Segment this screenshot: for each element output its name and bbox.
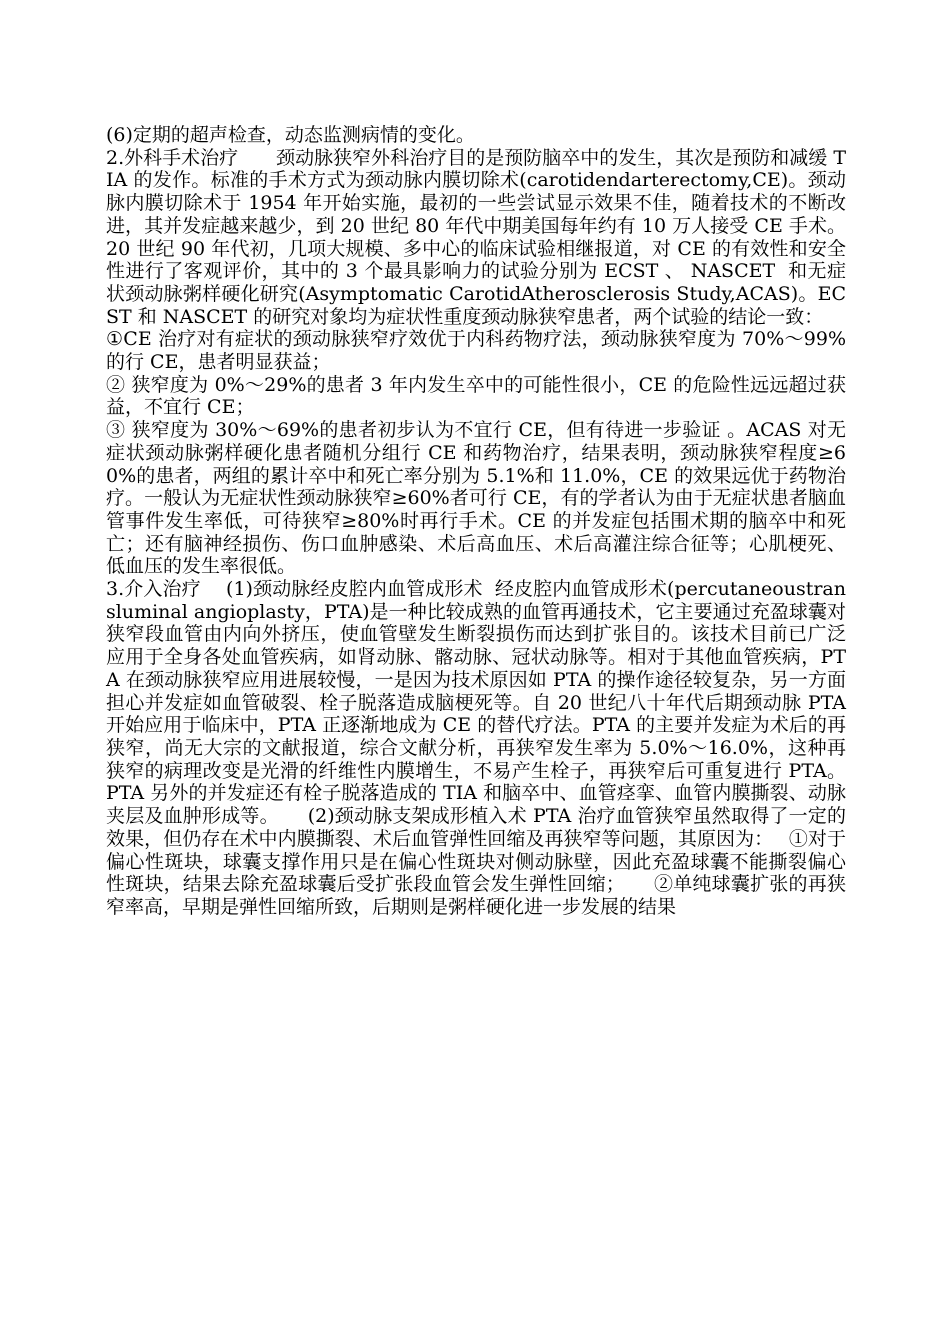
document-body bbox=[106, 124, 853, 919]
paragraph-interventional-treatment: 3.介入治疗 (1)颈动脉经皮腔内血管成形术 经皮腔内血管成形术(percutaneoustransluminal angioplasty，PTA)是一种比较成熟的血管再通技术，它主要通过充盈球囊对狭窄段血管由内向外挤压，使血管壁发生断裂损伤而达到扩张目的。该技术目前已广泛应用于全身各处血管疾病，如肾动脉、髂动脉、冠状动脉等。相对于其他血管疾病，PTA 在颈动脉狭窄应用进展较慢，一是因为技术原因如 PTA 的操作途径较复杂，另一方面担心并发症如血管破裂、栓子脱落造成脑梗死等。自 20 世纪八十年代后期颈动脉 PTA 开始应用于临床中，PTA 正逐渐地成为 CE 的替代疗法。PTA 的主要并发症为术后的再狭窄，尚无大宗的文献报道，综合文献分析，再狭窄发生率为 5.0%～16.0%，这种再狭窄的病理改变是光滑的纤维性内膜增生，不易产生栓子，再狭窄后可重复进行 PTA。PTA 另外的并发症还有栓子脱落造成的 TIA 和脑卒中、血管痉挛、血管内膜撕裂、动脉夹层及血肿形成等。 (2)颈动脉支架成形植入术 PTA 治疗血管狭窄虽然取得了一定的效果，但仍存在术中内膜撕裂、术后血管弹性回缩及再狭窄等问题，其原因为： ①对于偏心性斑块，球囊支撑作用只是在偏心性斑块对侧动脉壁，因此充盈球囊不能撕裂偏心性斑块，结果去除充盈球囊后受扩张段血管会发生弹性回缩； ②单纯球囊扩张的再狭窄率高，早期是弹性回缩所致，后期则是粥样硬化进一步发展的结果 bbox=[106, 578, 853, 918]
paragraph-conclusion-2: ② 狭窄度为 0%～29%的患者 3 年内发生卒中的可能性很小，CE 的危险性远远超过获益，不宜行 CE； bbox=[106, 373, 846, 419]
paragraph-regular-checkup: (6)定期的超声检查，动态监测病情的变化。 bbox=[106, 124, 475, 146]
paragraph-conclusion-3: ③ 狭窄度为 30%～69%的患者初步认为不宜行 CE，但有待进一步验证 。ACAS 对无症状颈动脉粥样硬化患者随机分组行 CE 和药物治疗，结果表明，颈动脉狭窄程度≥60%的患者，两组的累计卒中和死亡率分别为 5.1%和 11.0%，CE 的效果远优于药物治疗。一般认为无症状性颈动脉狭窄≥60%者可行 CE，有的学者认为由于无症状患者脑血管事件发生率低，可待狭窄≥80%时再行手术。CE 的并发症包括围术期的脑卒中和死亡；还有脑神经损伤、伤口血肿感染、术后高血压、术后高灌注综合征等；心肌梗死、低血压的发生率很低。 bbox=[106, 419, 846, 578]
paragraph-surgical-treatment: 2.外科手术治疗 颈动脉狭窄外科治疗目的是预防脑卒中的发生，其次是预防和减缓 TIA 的发作。标准的手术方式为颈动脉内膜切除术(carotidendarterectomy,CE)。颈动脉内膜切除术于 1954 年开始实施，最初的一些尝试显示效果不佳，随着技术的不断改进，其并发症越来越少，到 20 世纪 80 年代中期美国每年约有 10 万人接受 CE 手术。20 世纪 90 年代初，几项大规模、多中心的临床试验相继报道，对 CE 的有效性和安全性进行了客观评价，其中的 3 个最具影响力的试验分别为 ECST 、 NASCET 和无症状颈动脉粥样硬化研究(Asymptomatic CarotidAtherosclerosis Study,ACAS)。ECST 和 NASCET 的研究对象均为症状性重度颈动脉狭窄患者，两个试验的结论一致： bbox=[106, 146, 846, 328]
paragraph-conclusion-1: ①CE 治疗对有症状的颈动脉狭窄疗效优于内科药物疗法，颈动脉狭窄度为 70%～99%的行 CE，患者明显获益； bbox=[106, 328, 846, 374]
